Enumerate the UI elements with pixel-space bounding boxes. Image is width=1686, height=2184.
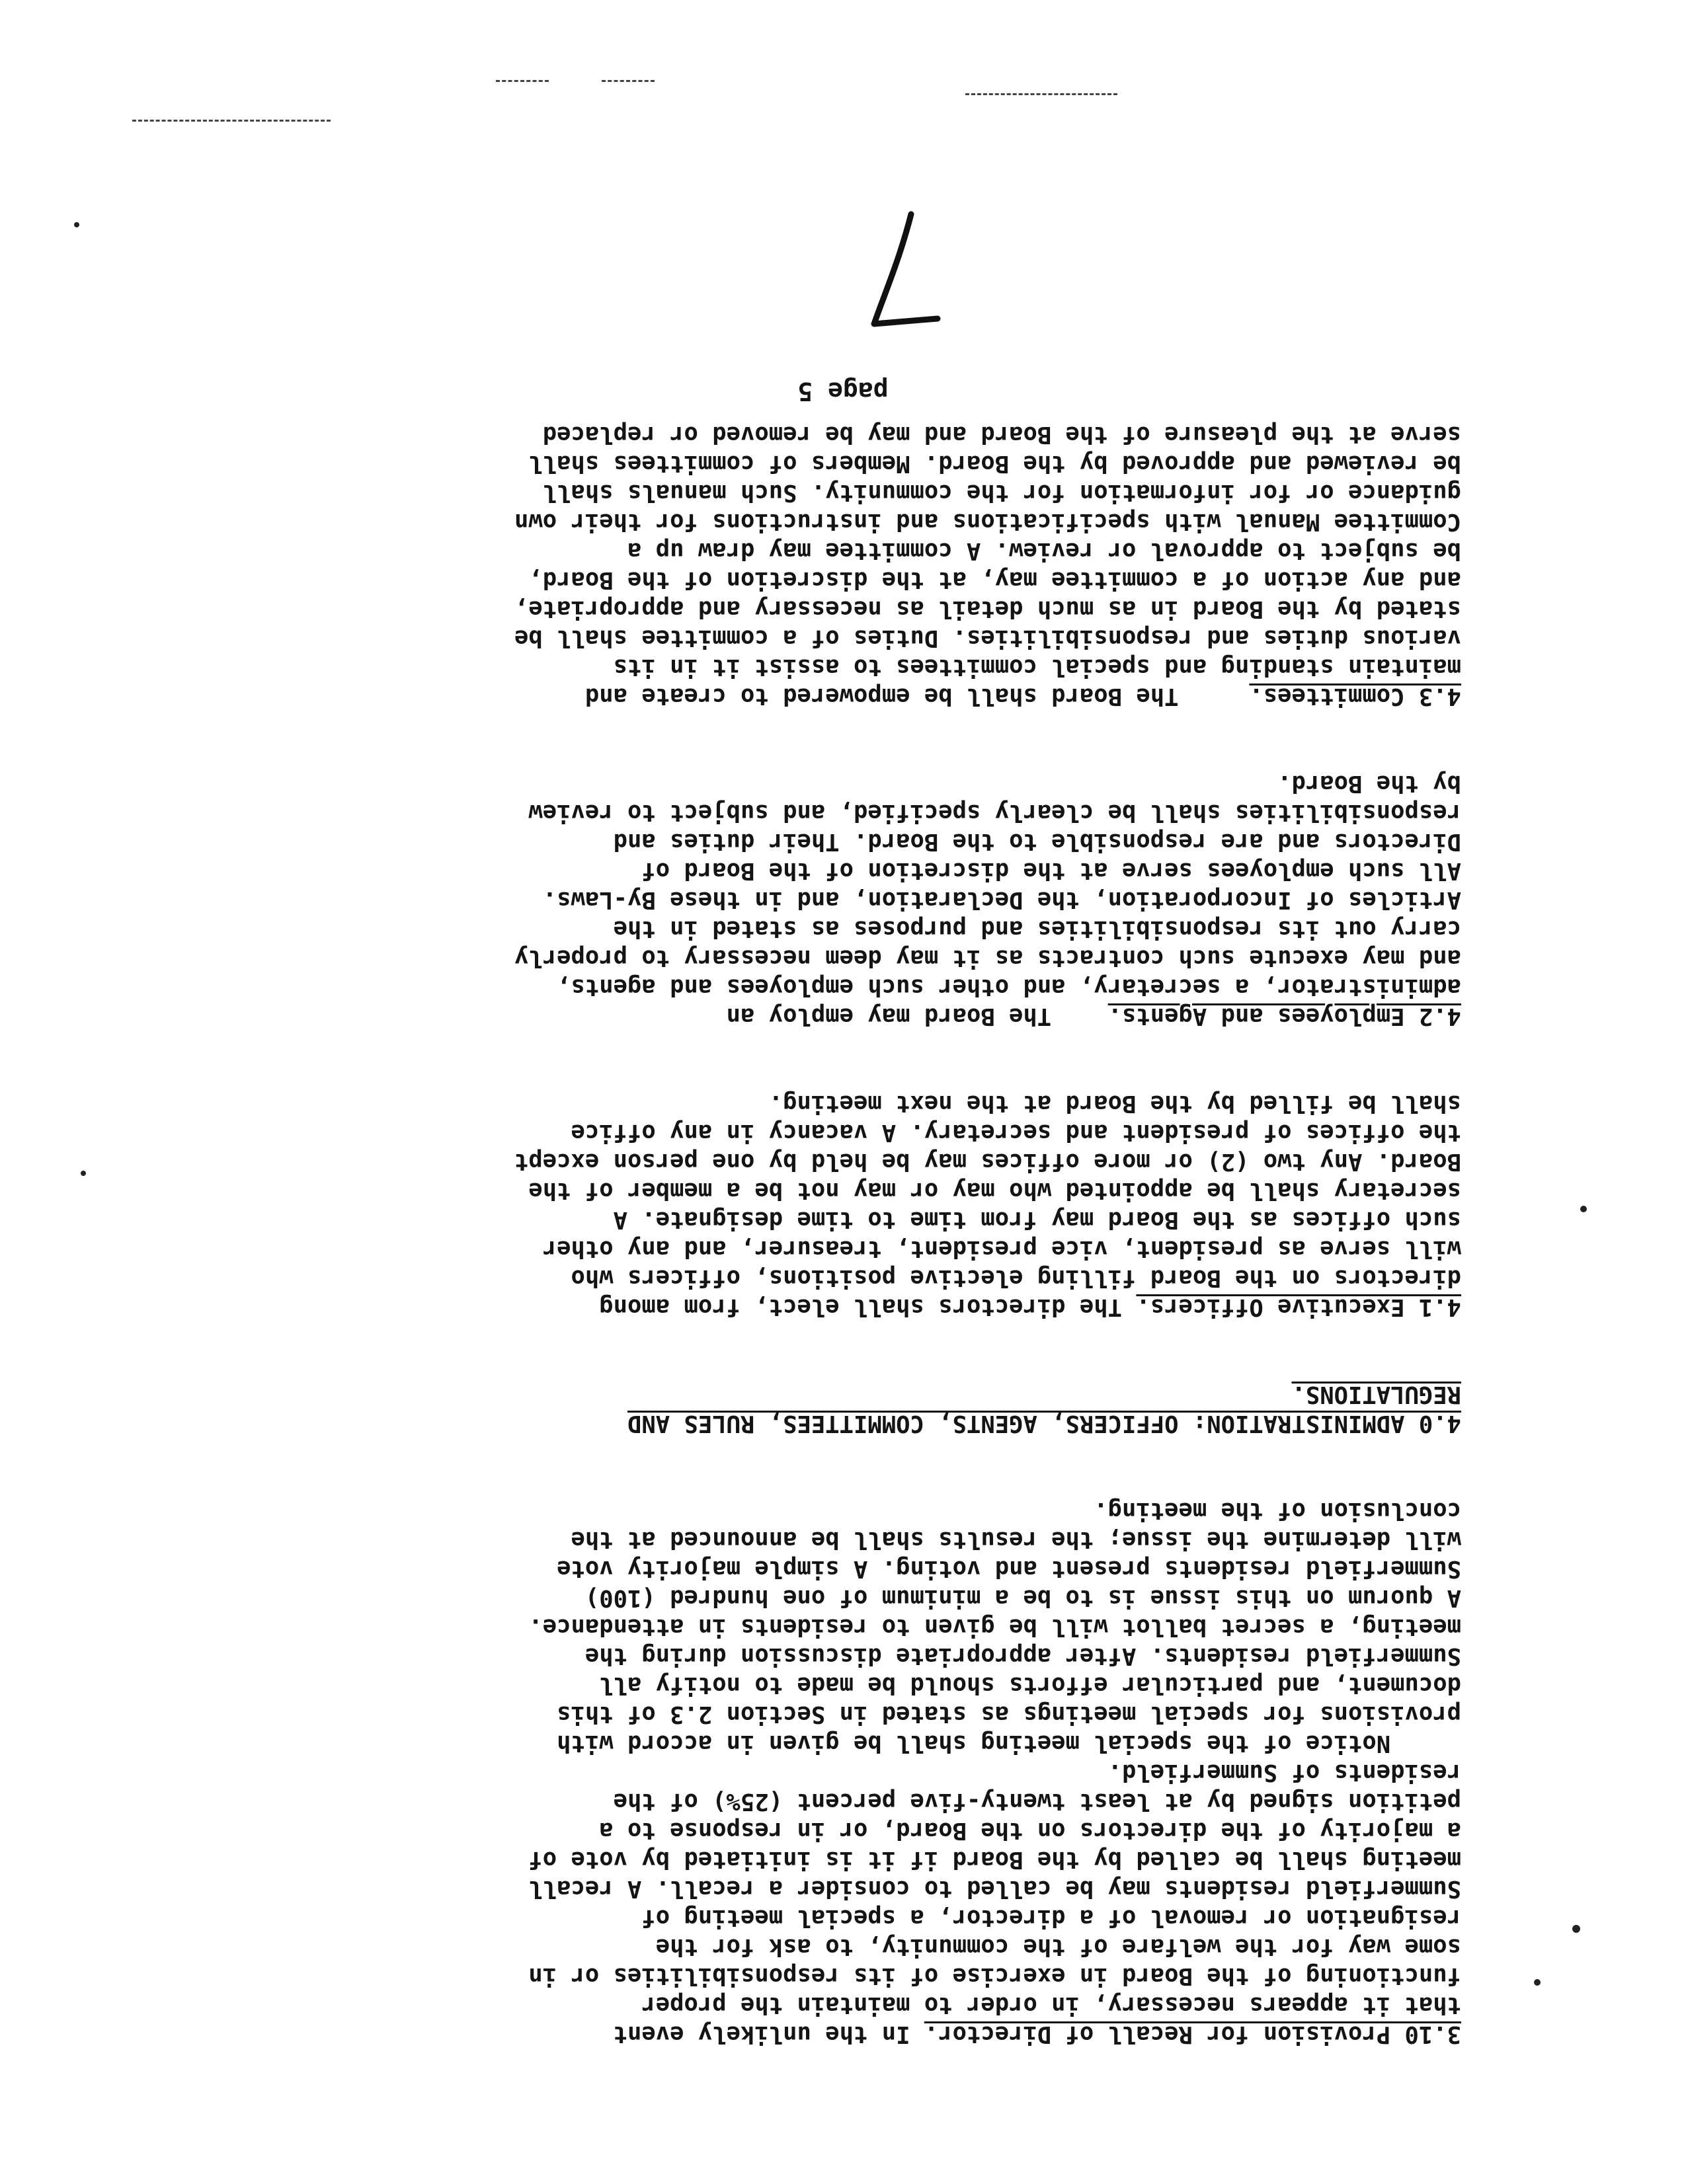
section-4-0-heading-cont: REGULATIONS. [1291,1381,1461,1408]
section-3-10-first-line [334,2019,1461,2048]
section-4-1-heading: 4.1 Executive Officers. [1136,1294,1461,1321]
section-4-3-line: be reviewed and approved by the Board. Members of committees shall [528,450,1461,477]
section-3-10-line: resignation or removal of a director, a special meeting of [641,1904,1461,1931]
section-4-3-line: maintain standing and special committees to assist it in its [613,654,1461,681]
section-3-10-line: some way for the welfare of the community, to ask for the [655,1933,1461,1961]
scan-speck [74,222,79,227]
section-4-3-heading: 4.3 Committees. [1249,683,1461,710]
section-4-2-heading: 4.2 Employees and Agents. [1107,1003,1461,1030]
section-4-3-line: Committee Manual with specifications and instructions for their own [514,508,1461,535]
section-4-1-line: the offices of president and secretary. A vacancy in any office [571,1119,1461,1146]
section-4-2-line: All such employees serve at the discretion of the Board of [641,857,1461,884]
section-3-10-line: meeting, a secret ballot will be given to residents in attendance. [528,1614,1461,1641]
section-4-3-line: stated by the Board in as much detail as necessary and appropriate, [514,596,1461,623]
section-4-1-line: such offices as the Board may from time to time designate. A [613,1206,1461,1233]
scan-artifact-line [132,120,331,122]
scan-speck [81,1171,86,1176]
section-3-10-heading: 3.10 Provision for Recall of Director. [924,2021,1461,2048]
scan-artifact-line [602,80,655,82]
section-3-10-line-0: In the unlikely event [613,2021,924,2048]
scan-speck [1580,1206,1587,1212]
handwritten-page-mark [866,208,945,333]
section-3-10-line: conclusion of the meeting. [1094,1497,1461,1524]
section-4-2-line: by the Board. [1277,770,1461,797]
section-3-10-line: meeting shall be called by the Board if it is initiated by vote of [528,1846,1461,1873]
section-4-2-line: and may execute such contracts as it may deem necessary to properly [514,945,1461,972]
section-4-3-line: guidance or for information for the community. Such manuals shall [542,479,1461,506]
section-3-10-line: provisions for special meetings as stated in Section 2.3 of this [557,1701,1461,1728]
section-4-3-line: be subject to approval or review. A committee may draw up a [627,537,1461,565]
document-body [334,420,1461,2048]
section-4-1-line-0: The directors shall elect, from among [599,1294,1137,1321]
section-3-10-line: A quorum on this issue is to be a minimum of one hundred (100) [584,1584,1461,1612]
scan-speck [1572,1925,1580,1933]
section-4-1-line: secretary shall be appointed who may or may not be a member of the [528,1177,1461,1204]
section-3-10-line: will determine the issue; the results shall be announced at the [571,1526,1461,1553]
section-3-10-line: residents of Summerfield. [1107,1759,1461,1786]
section-3-10-line: document, and particular efforts should be made to notify all [599,1672,1461,1699]
section-4-1-line: shall be filled by the Board at the next meeting. [768,1090,1461,1117]
section-4-2-line: Directors and are responsible to the Board. Their duties and [613,828,1461,855]
section-4-2-line: Articles of Incorporation, the Declaration, and in these By-Laws. [542,886,1461,914]
section-4-3-line: and any action of a committee may, at the discretion of the Board, [528,566,1461,594]
scan-artifact-line [965,93,1117,95]
section-3-10-line: Summerfield residents present and voting. A simple majority vote [557,1555,1461,1582]
section-4-3-line: serve at the pleasure of the Board and may be removed or replaced [542,421,1461,448]
section-4-1-first-line [334,1292,1461,1321]
section-4-2-line: carry out its responsibilities and purposes as stated in the [613,916,1461,943]
scan-speck [1534,1979,1541,1986]
section-4-1-line: directors on the Board filling elective positions, officers who [571,1265,1461,1292]
section-4-3-line-0: The Board shall be empowered to create and [584,683,1250,710]
section-4-1-line: Board. Any two (2) or more offices may be held by one person except [514,1148,1461,1175]
section-4-3-line: various duties and responsibilities. Duties of a committee shall be [514,625,1461,652]
section-3-10-line: a majority of the directors on the Board, or in response to a [599,1817,1461,1844]
section-3-10-line: Notice of the special meeting shall be given in accord with [557,1730,1461,1757]
section-3-10-line: that it appears necessary, in order to maintain the proper [641,1992,1461,2019]
section-4-3-first-line [334,682,1461,711]
page-number: page 5 [797,377,889,406]
section-4-2-first-line [334,1001,1461,1031]
section-3-10-line: Summerfield residents may be called to consider a recall. A recall [528,1875,1461,1902]
section-3-10-line: functioning of the Board in exercise of its responsibilities or in [528,1963,1461,1990]
section-4-2-line: administrator, a secretary, and other such employees and agents, [557,974,1461,1001]
section-3-10-line: Summerfield residents. After appropriate discussion during the [584,1643,1461,1670]
section-4-2-line-0: The Board may employ an [726,1003,1108,1030]
section-4-2-line: responsibilities shall be clearly specified, and subject to review [528,799,1461,826]
section-4-0-heading: 4.0 ADMINISTRATION: OFFICERS, AGENTS, COMMITTEES, RULES AND [627,1410,1461,1437]
section-3-10-line: petition signed by at least twenty-five percent (25%) of the [613,1788,1461,1815]
scan-artifact-line [496,80,549,82]
section-4-1-line: will serve as president, vice president, treasurer, and any other [542,1235,1461,1263]
